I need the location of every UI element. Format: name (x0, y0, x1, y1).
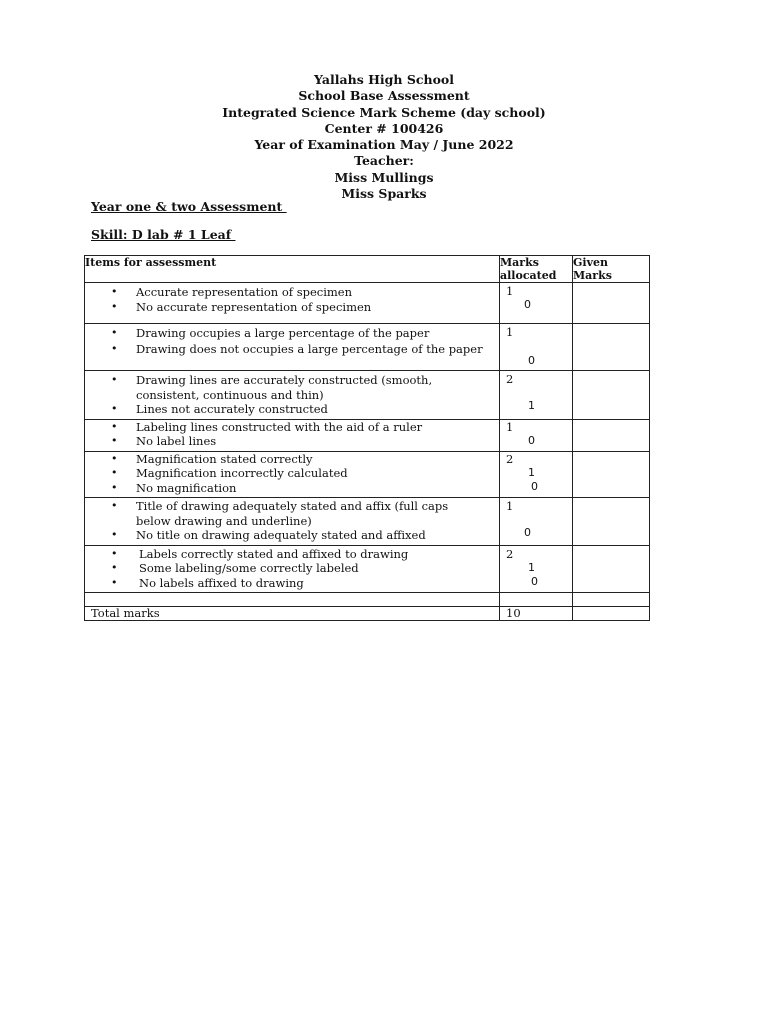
list-item: • Magnification incorrectly calculated (85, 466, 499, 481)
mark-value: 1 (506, 325, 514, 339)
list-item: • No labels affixed to drawing (85, 576, 499, 591)
marks-cell (500, 419, 573, 451)
mark-value: 1 (506, 499, 514, 513)
list-item: • No title on drawing adequately stated and affixed (85, 528, 499, 543)
header-given-line2: Marks (573, 269, 612, 282)
marks-cell (500, 283, 573, 324)
list-item: • Accurate representation of specimen (85, 285, 499, 300)
teacher-name-1: Miss Mullings (334, 169, 434, 185)
header-marks-line1: Marks (500, 256, 539, 269)
year-label: Year one & two Assessment (91, 199, 287, 214)
mark-value: 1 (528, 399, 535, 412)
assessment-title: School Base Assessment (298, 88, 470, 104)
total-given-cell[interactable] (573, 607, 650, 621)
mark-value: 1 (506, 284, 514, 298)
list-item: • Some labeling/some correctly labeled (85, 561, 499, 576)
list-item-continuation: consistent, continuous and thin) (136, 387, 324, 402)
mark-value: 0 (531, 479, 538, 493)
list-item-continuation: below drawing and underline) (136, 513, 312, 528)
list-item: • Lines not accurately constructed (85, 402, 499, 417)
empty-cell[interactable] (573, 593, 650, 607)
marks-cell (500, 498, 573, 546)
items-cell (85, 371, 500, 420)
mark-value: 0 (531, 574, 538, 588)
header-marks-line2: allocated (500, 269, 557, 282)
table-row (85, 451, 650, 498)
school-name: Yallahs High School (313, 72, 454, 87)
items-cell (85, 419, 500, 451)
skill-label: Skill: D lab # 1 Leaf (91, 227, 236, 242)
mark-value: 1 (506, 419, 514, 434)
list-item: • Labeling lines constructed with the aid of a ruler (85, 420, 499, 435)
given-marks-cell[interactable] (573, 419, 650, 451)
given-marks-cell[interactable] (573, 451, 650, 498)
items-cell (85, 545, 500, 593)
marks-cell (500, 371, 573, 420)
table-row (85, 498, 650, 546)
exam-year: Year of Examination May / June 2022 (254, 137, 514, 153)
items-cell (85, 324, 500, 371)
scheme-title: Integrated Science Mark Scheme (day school) (222, 104, 546, 120)
items-cell (85, 283, 500, 324)
table-row-empty (85, 593, 650, 607)
total-label: Total marks (85, 607, 500, 621)
given-marks-cell[interactable] (573, 545, 650, 593)
teacher-name-2: Miss Sparks (341, 186, 427, 202)
list-item: • No magnification (85, 481, 499, 496)
marks-cell (500, 545, 573, 593)
document-header (0, 72, 768, 202)
list-item: • No accurate representation of specimen (85, 300, 499, 315)
empty-cell (85, 593, 500, 607)
assessment-table (84, 255, 650, 621)
list-item: • Drawing occupies a large percentage of the paper (85, 326, 499, 341)
header-given-marks (573, 256, 650, 283)
mark-value: 0 (524, 526, 531, 539)
table-header-row (85, 256, 650, 283)
total-value: 10 (500, 607, 573, 621)
items-cell (85, 498, 500, 546)
given-marks-cell[interactable] (573, 498, 650, 546)
list-item: • Drawing does not occupies a large percentage of the paper (85, 342, 499, 357)
header-marks-allocated (500, 256, 573, 283)
mark-value: 2 (506, 546, 514, 561)
center-number: Center # 100426 (324, 120, 444, 136)
table-row (85, 419, 650, 451)
list-item: • Labels correctly stated and affixed to drawing (85, 547, 499, 562)
mark-value: 0 (528, 354, 535, 367)
table-row (85, 283, 650, 324)
table-row (85, 371, 650, 420)
mark-value: 0 (524, 298, 531, 311)
list-item: • Drawing lines are accurately constructed (smooth, (85, 373, 499, 388)
given-marks-cell[interactable] (573, 371, 650, 420)
empty-cell (500, 593, 573, 607)
mark-value: 2 (506, 372, 514, 386)
marks-cell (500, 324, 573, 371)
mark-value: 2 (506, 451, 514, 466)
given-marks-cell[interactable] (573, 324, 650, 371)
list-item: • Title of drawing adequately stated and affix (full caps (85, 499, 499, 514)
mark-value: 1 (528, 465, 535, 479)
table-row (85, 324, 650, 371)
list-item: • Magnification stated correctly (85, 452, 499, 467)
total-row (85, 607, 650, 621)
marks-cell (500, 451, 573, 498)
teacher-label: Teacher: (354, 153, 414, 169)
header-given-line1: Given (573, 256, 608, 269)
items-cell (85, 451, 500, 498)
mark-value: 1 (528, 560, 535, 574)
table-row (85, 545, 650, 593)
list-item: • No label lines (85, 434, 499, 449)
given-marks-cell[interactable] (573, 283, 650, 324)
mark-value: 0 (528, 433, 535, 447)
header-items: Items for assessment (85, 256, 500, 283)
